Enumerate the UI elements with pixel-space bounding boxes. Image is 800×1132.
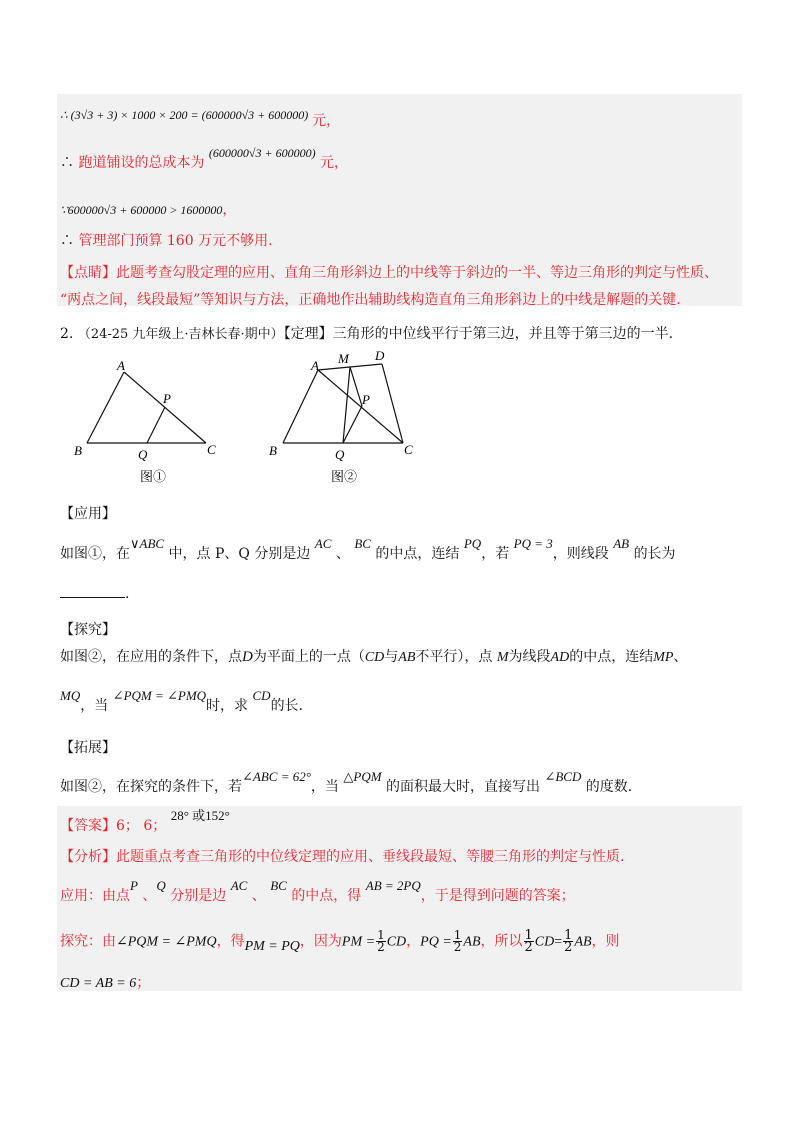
blank-underline xyxy=(60,597,125,598)
explore-text: 与 xyxy=(384,649,399,665)
segment-cd-label: CD xyxy=(364,650,385,665)
total-cost-value: (600000√3 + 600000) xyxy=(208,146,316,160)
answer-tag: 【答案】 xyxy=(60,818,116,834)
segment-mq-label: MQ xyxy=(60,688,81,703)
segment-ac xyxy=(318,370,403,443)
angle-bcd: ∠BCD xyxy=(544,769,582,784)
extend-heading: 【拓展】 xyxy=(60,740,116,756)
point-d: D xyxy=(242,649,253,665)
segment-mp-label: MP xyxy=(653,650,674,665)
apply-text: ，则线段 xyxy=(552,546,609,562)
apply-text: 中，点 P、Q 分别是边 xyxy=(168,546,311,562)
period: . xyxy=(125,586,130,602)
answer-blank xyxy=(60,586,129,602)
pm-label: PM = xyxy=(341,934,376,950)
comment-tag: 【点睛】 xyxy=(60,265,116,281)
segment-pq-label: PQ xyxy=(463,536,482,551)
angle-condition: ∠PQM = ∠PMQ xyxy=(116,934,217,950)
cost-equation: ∴ (3√3 + 3) × 1000 × 200 = (600000√3 + 600000) xyxy=(60,108,309,122)
triangle-pqm: △PQM xyxy=(343,769,382,784)
figure-2 xyxy=(265,344,425,488)
analysis-text: 此题重点考查三角形的中位线定理的应用、垂线段最短、等腰三角形的判定与性质. xyxy=(116,849,625,865)
solution-text: ，于是得到问题的答案； xyxy=(420,888,575,904)
answer-angles: 28° 或152° xyxy=(170,808,230,823)
ab-label: AB xyxy=(574,934,592,950)
cost-equation-line xyxy=(60,104,341,129)
numerator: 1 xyxy=(377,928,385,942)
fraction-half xyxy=(453,930,463,953)
pm-equals-pq: PM = PQ xyxy=(244,938,300,954)
explore-text: ，当 xyxy=(80,698,109,714)
separator: 、 xyxy=(335,546,350,562)
denominator: 2 xyxy=(524,940,533,955)
separator: 、 xyxy=(673,649,688,665)
label-a: A xyxy=(117,358,125,373)
question-number: 2. xyxy=(60,326,74,342)
apply-text: 的长为 xyxy=(633,546,676,562)
semicolon: ； xyxy=(136,975,151,991)
explore-line-2 xyxy=(60,688,304,715)
ab-equals-2pq: AB = 2PQ xyxy=(365,878,421,893)
comparison-line xyxy=(60,199,236,219)
comparison-inequality: ∵600000√3 + 600000 > 1600000 xyxy=(60,203,223,217)
label-m: M xyxy=(338,351,349,366)
ab-label: AB xyxy=(463,934,481,950)
analysis-line xyxy=(60,846,624,866)
comma: ， xyxy=(406,933,421,950)
solution-text: 的中点，得 xyxy=(291,888,362,904)
separator: 、 xyxy=(251,888,266,904)
solution-text: ，则 xyxy=(591,933,620,950)
explore-text: 为线段 xyxy=(508,649,551,665)
apply-heading: 【应用】 xyxy=(60,506,116,522)
explore-heading: 【探究】 xyxy=(60,622,116,638)
solution-text: ，所以 xyxy=(480,933,523,950)
segment-mp xyxy=(350,367,362,406)
theorem-text: 【定理】三角形的中位线平行于第三边，并且等于第三边的一半. xyxy=(283,326,674,342)
therefore-symbol: ∴ xyxy=(60,233,79,249)
denominator: 2 xyxy=(453,940,462,954)
side-ac: AC xyxy=(314,536,332,551)
solution-text: 探究：由 xyxy=(60,933,116,950)
question-2-heading xyxy=(60,323,673,343)
fraction-half xyxy=(563,930,573,953)
extend-line xyxy=(60,769,633,796)
segment-ab xyxy=(87,372,124,443)
point-q: Q xyxy=(156,878,166,893)
explore-line-1 xyxy=(60,646,687,666)
extend-text: 的面积最大时，直接写出 xyxy=(385,779,540,795)
side-bc: BC xyxy=(354,536,371,551)
extend-text: ，当 xyxy=(310,779,339,795)
apply-question-line xyxy=(60,536,676,563)
label-d: D xyxy=(375,348,385,363)
conclusion-text: 管理部门预算 160 万元不够用. xyxy=(78,233,273,249)
total-cost-text: 跑道铺设的总成本为 xyxy=(78,155,205,171)
equals-sign: = xyxy=(554,934,563,950)
segment-dc xyxy=(382,364,403,443)
apply-text: ，若 xyxy=(481,546,510,562)
therefore-symbol: ∴ xyxy=(60,155,79,171)
solution-text: 应用：由点 xyxy=(60,888,130,904)
segment-cd-label: CD xyxy=(252,688,271,703)
answer-values: 6； 6； xyxy=(116,818,167,834)
comment-text-1: 此题考查勾股定理的应用、直角三角形斜边上的中线等于斜边的一半、等边三角形的判定与性质、 xyxy=(116,265,718,281)
segment-ab-label: AB xyxy=(398,650,416,665)
solution-text: ，因为 xyxy=(299,933,342,950)
pq-label: PQ = xyxy=(420,934,452,950)
extend-text: 如图②，在探究的条件下，若 xyxy=(60,779,242,795)
figure-1 xyxy=(70,352,230,488)
figure-1-caption: 图① xyxy=(140,469,167,484)
figure-2-caption: 图② xyxy=(331,469,358,484)
fraction-half xyxy=(524,930,534,953)
numerator: 1 xyxy=(453,928,462,942)
apply-text: 如图①，在 xyxy=(60,546,130,562)
apply-solution-line xyxy=(60,878,575,905)
cd-label: CD xyxy=(534,934,555,950)
triangle-abc: ∨ABC xyxy=(130,536,165,551)
segment-ad-label: AD xyxy=(550,650,570,665)
solution-text: 分别是边 xyxy=(170,888,227,904)
unit-yuan: 元， xyxy=(312,113,341,129)
label-c: C xyxy=(404,442,413,457)
label-c: C xyxy=(207,442,216,457)
total-cost-line xyxy=(60,146,349,172)
numerator: 1 xyxy=(524,928,533,943)
segment-ab xyxy=(283,370,318,443)
denominator: 2 xyxy=(377,940,385,954)
point-m: M xyxy=(496,650,509,665)
label-q: Q xyxy=(138,447,148,462)
label-b: B xyxy=(74,443,82,458)
comma: ， xyxy=(222,202,237,218)
explore-text: 为平面上的一点（ xyxy=(252,649,365,665)
cd-equals-ab-equals-6: CD = AB = 6 xyxy=(60,976,137,991)
numerator: 1 xyxy=(564,928,573,943)
denominator: 2 xyxy=(564,940,573,955)
explore-text: 的中点，连结 xyxy=(569,649,654,665)
extend-text: 的度数. xyxy=(585,779,633,795)
comment-text-2: “两点之间，线段最短”等知识与方法，正确地作出辅助线构造直角三角形斜边上的中线是解题的关键. xyxy=(60,292,681,308)
comment-line-2 xyxy=(60,289,681,309)
explore-text: 不平行），点 xyxy=(415,649,497,665)
solution-text: ，得 xyxy=(216,933,245,950)
label-q: Q xyxy=(335,447,345,462)
cd-label: CD xyxy=(386,934,407,950)
separator: 、 xyxy=(142,888,157,904)
side-ac: AC xyxy=(230,878,248,893)
label-p: P xyxy=(163,391,171,406)
explore-text: 的长. xyxy=(270,698,304,714)
unit-yuan: 元， xyxy=(320,155,349,171)
label-b: B xyxy=(269,443,277,458)
segment-ab-label: AB xyxy=(613,536,630,551)
explore-solution-line xyxy=(60,930,620,953)
fraction-half xyxy=(376,930,386,953)
label-p: P xyxy=(362,392,370,407)
angle-condition: ∠PQM = ∠PMQ xyxy=(112,688,207,703)
explore-text: 时，求 xyxy=(206,698,249,714)
label-a: A xyxy=(311,358,319,373)
analysis-tag: 【分析】 xyxy=(60,849,116,865)
condition-pq: PQ = 3 xyxy=(513,536,553,551)
point-p: P xyxy=(130,878,138,893)
question-source: （24-25 九年级上·吉林长春·期中） xyxy=(77,327,284,342)
side-bc: BC xyxy=(270,878,287,893)
segment-pq xyxy=(147,407,165,443)
explore-text: 如图②，在应用的条件下，点 xyxy=(60,649,242,665)
answer-line xyxy=(60,808,230,835)
conclusion-line xyxy=(60,230,273,250)
final-equation-line xyxy=(60,972,150,992)
apply-text: 的中点，连结 xyxy=(375,546,460,562)
comment-line-1 xyxy=(60,262,718,282)
angle-abc-condition: ∠ABC = 62° xyxy=(242,769,311,784)
